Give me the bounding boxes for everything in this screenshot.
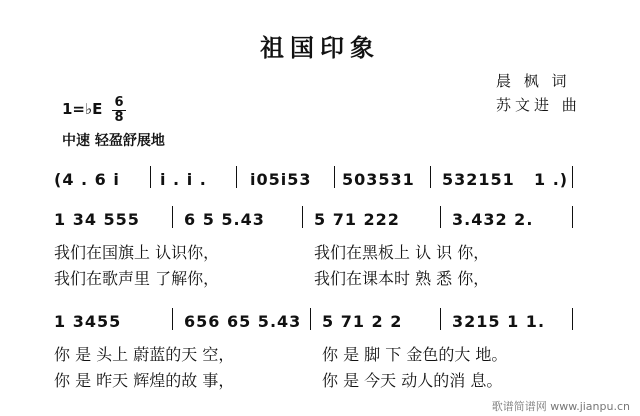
measure-r2-m1: 656 65 5.43	[184, 312, 302, 331]
lyric-r2-v2-a: 你 是 昨天 辉煌的故 事，	[54, 371, 235, 390]
measure-r2-m0: 1 3455	[54, 312, 122, 331]
measure-r1-m2: 5 71 222	[314, 210, 400, 229]
bar-line	[334, 166, 335, 188]
bar-line	[430, 166, 431, 188]
bar-line	[572, 206, 573, 228]
bar-line	[310, 308, 311, 330]
lyric-r2-v2-b: 你 是 今天 动人的消 息。	[322, 371, 503, 390]
watermark: 歌谱简谱网 www.jianpu.cn	[491, 400, 630, 413]
lyric-r2-v1-b: 你 是 脚 下 金色的大 地。	[322, 345, 508, 364]
measure-r0-m1: i . i .	[160, 170, 207, 189]
measure-r1-m3: 3.432 2.	[452, 210, 534, 229]
time-denominator: 8	[114, 110, 124, 125]
bar-line	[150, 166, 151, 188]
time-numerator: 6	[114, 95, 124, 110]
tempo-marking: 中速 轻盈舒展地	[62, 133, 165, 149]
lyric-r1-v2-b: 我们在课本时 熟 悉 你，	[314, 269, 490, 288]
composer-credit: 苏文进 曲	[496, 96, 581, 114]
song-title: 祖国印象	[260, 33, 380, 62]
lyric-r1-v1-b: 我们在黑板上 认 识 你，	[314, 243, 490, 262]
time-signature	[112, 96, 126, 125]
bar-line	[172, 206, 173, 228]
bar-line	[236, 166, 237, 188]
measure-r0-m0: (4 . 6 i	[54, 170, 120, 189]
lyric-r1-v2-a: 我们在歌声里 了解你，	[54, 269, 220, 288]
key-signature: 1=♭E	[62, 100, 103, 118]
measure-r2-m2: 5 71 2 2	[322, 312, 403, 331]
measure-r0-m3: 503531	[342, 170, 415, 189]
measure-r0-m4: 532151	[442, 170, 515, 189]
bar-line	[572, 308, 573, 330]
lyricist-credit: 晨 枫 词	[496, 72, 571, 90]
bar-line	[172, 308, 173, 330]
bar-line	[440, 308, 441, 330]
bar-line	[302, 206, 303, 228]
measure-r0-m2: i05i53	[250, 170, 312, 189]
bar-line	[440, 206, 441, 228]
measure-r2-m3: 3215 1 1.	[452, 312, 546, 331]
measure-r1-m0: 1 34 555	[54, 210, 140, 229]
bar-line	[572, 166, 573, 188]
lyric-r1-v1-a: 我们在国旗上 认识你，	[54, 243, 220, 262]
lyric-r2-v1-a: 你 是 头上 蔚蓝的天 空，	[54, 345, 235, 364]
measure-r0-m5: 1 .)	[534, 170, 569, 189]
measure-r1-m1: 6 5 5.43	[184, 210, 265, 229]
